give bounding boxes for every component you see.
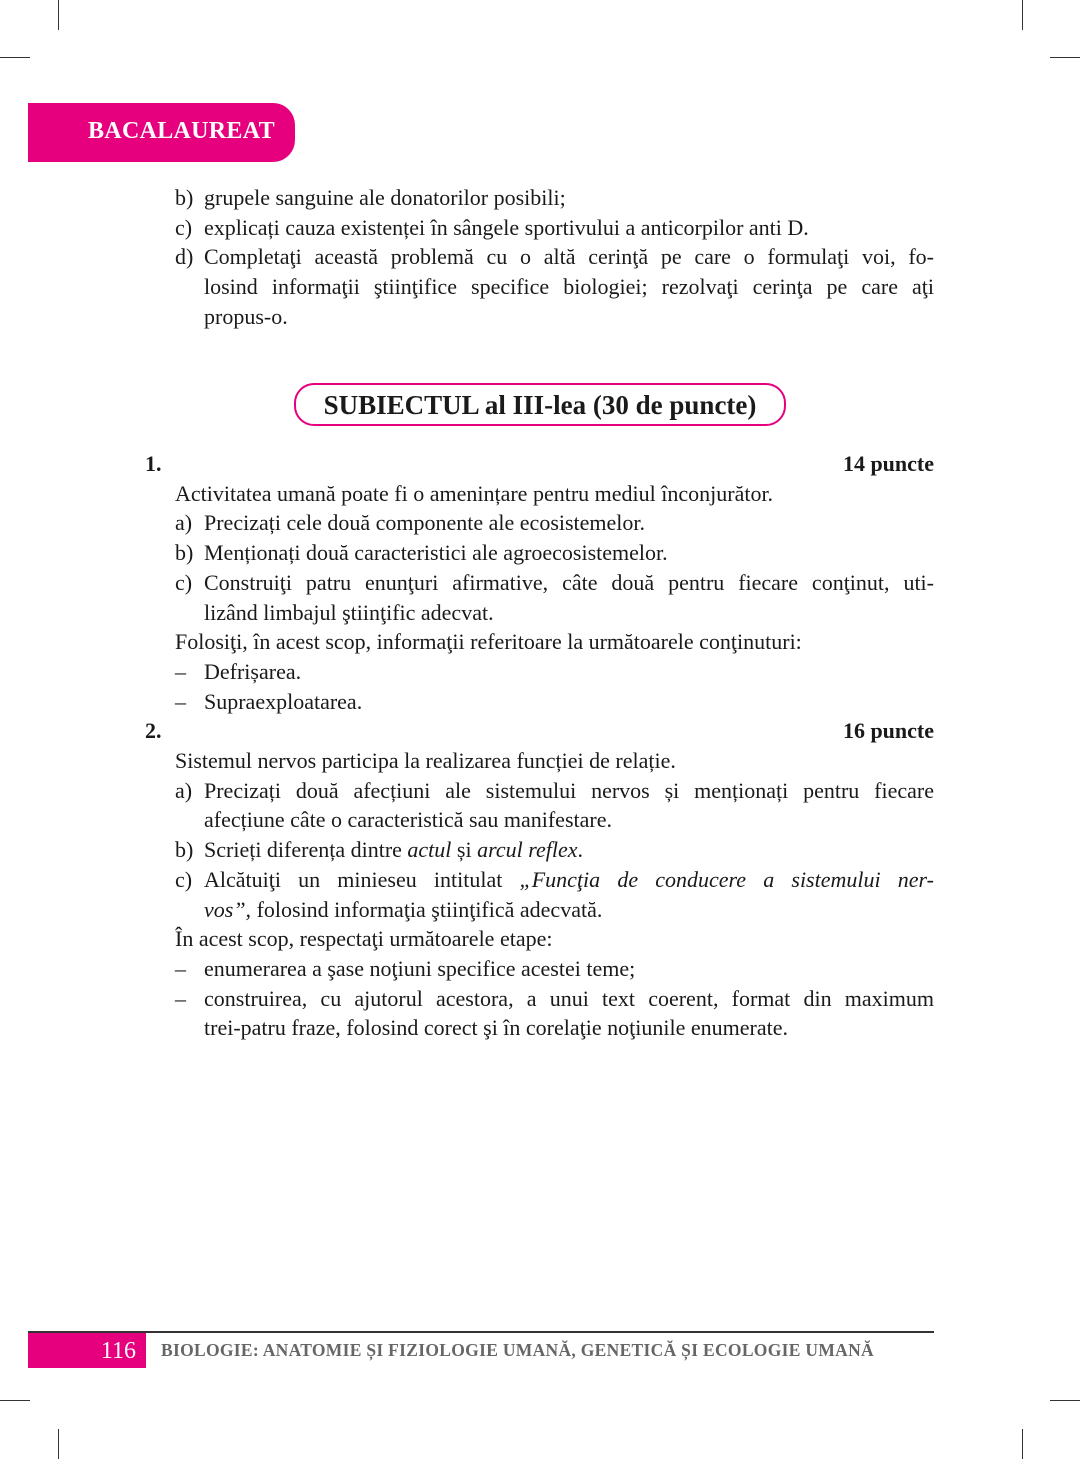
item-text: folosind informaţia ştiinţifică adecvată.	[251, 896, 603, 922]
item-text: Menționați două caracteristici ale agroecosistemelor.	[204, 540, 668, 566]
question-points: 16 puncte	[842, 718, 934, 744]
item-text: Completaţi această problemă cu o altă cerinţă pe care o formulaţi voi, fo-	[204, 244, 934, 270]
crop-mark	[1022, 0, 1023, 30]
item-text: afecțiune câte o caracteristică sau manifestare.	[204, 807, 612, 833]
dash: –	[175, 658, 186, 684]
item-label: a)	[175, 777, 193, 803]
item-label: b)	[175, 837, 194, 863]
item-text: grupele sanguine ale donatorilor posibili;	[204, 185, 566, 210]
item-label: d)	[175, 244, 194, 270]
item-text-italic: arcul reflex	[477, 837, 578, 863]
list-item: enumerarea a şase noţiuni specifice acestei teme;	[204, 955, 636, 981]
list-item: Defrișarea.	[204, 658, 302, 684]
item-text: Precizați cele două componente ale ecosistemelor.	[204, 510, 646, 536]
question-number: 1.	[145, 451, 162, 476]
item-label: c)	[175, 569, 193, 595]
question-note: În acest scop, respectaţi următoarele etape:	[175, 926, 553, 952]
list-item: trei-patru fraze, folosind corect şi în corelaţie noţiunile enumerate.	[204, 1015, 788, 1041]
item-text: Scrieți diferența dintre	[204, 837, 408, 863]
previous-questions	[175, 183, 934, 332]
crop-mark	[58, 0, 59, 30]
item-text: propus-o.	[204, 303, 288, 329]
item-label: c)	[175, 214, 193, 240]
subject-title: SUBIECTUL al III-lea (30 de puncte)	[294, 383, 786, 426]
footer-rule	[28, 1331, 934, 1333]
footer-title: BIOLOGIE: ANATOMIE ȘI FIZIOLOGIE UMANĂ, GENETICĂ ȘI ECOLOGIE UMANĂ	[161, 1340, 874, 1360]
dash: –	[175, 688, 186, 714]
item-label: a)	[175, 510, 193, 536]
item-text: Precizați două afecțiuni ale sistemului nervos și menționați pentru fiecare	[204, 777, 934, 803]
list-item: Supraexploatarea.	[204, 688, 363, 714]
item-text: explicați cauza existenței în sângele sportivului a anticorpilor anti D.	[204, 214, 809, 240]
item-text-italic: vos”,	[204, 896, 252, 922]
dash: –	[175, 985, 186, 1011]
item-text: lizând limbajul ştiinţific adecvat.	[204, 599, 494, 625]
list-item: construirea, cu ajutorul acestora, a unui text coerent, format din maximum	[204, 985, 934, 1011]
crop-mark	[0, 1400, 30, 1401]
question-1	[145, 449, 934, 1043]
item-text: Alcătuiţi un minieseu intitulat	[204, 866, 520, 892]
question-intro: Activitatea umană poate fi o amenințare pentru mediul înconjurător.	[175, 480, 774, 506]
dash: –	[175, 955, 186, 981]
crop-mark	[58, 1429, 59, 1459]
item-label: b)	[175, 185, 194, 210]
question-points: 14 puncte	[842, 451, 934, 476]
item-text: losind informaţii ştiinţifice specifice biologiei; rezolvaţi cerinţa pe care aţi	[204, 274, 934, 300]
item-label: b)	[175, 540, 194, 566]
item-label: c)	[175, 866, 193, 892]
crop-mark	[1050, 1400, 1080, 1401]
section-header-label: BACALAUREAT	[88, 118, 275, 144]
crop-mark	[1022, 1429, 1023, 1459]
question-number: 2.	[145, 718, 162, 744]
item-text: Construiţi patru enunţuri afirmative, câte două pentru fiecare conţinut, uti-	[204, 569, 934, 595]
crop-mark	[1050, 57, 1080, 58]
question-note: Folosiţi, în acest scop, informaţii referitoare la următoarele conţinuturi:	[175, 629, 802, 655]
page-number: 116	[28, 1333, 146, 1368]
question-intro: Sistemul nervos participa la realizarea funcției de relație.	[175, 748, 676, 774]
section-header-tab	[28, 103, 295, 162]
item-text-italic: „Funcţia de conducere a sistemului ner-	[519, 866, 934, 892]
item-text-italic: actul	[407, 837, 452, 863]
item-text: .	[577, 837, 583, 863]
item-text: și	[451, 837, 478, 863]
crop-mark	[0, 57, 30, 58]
